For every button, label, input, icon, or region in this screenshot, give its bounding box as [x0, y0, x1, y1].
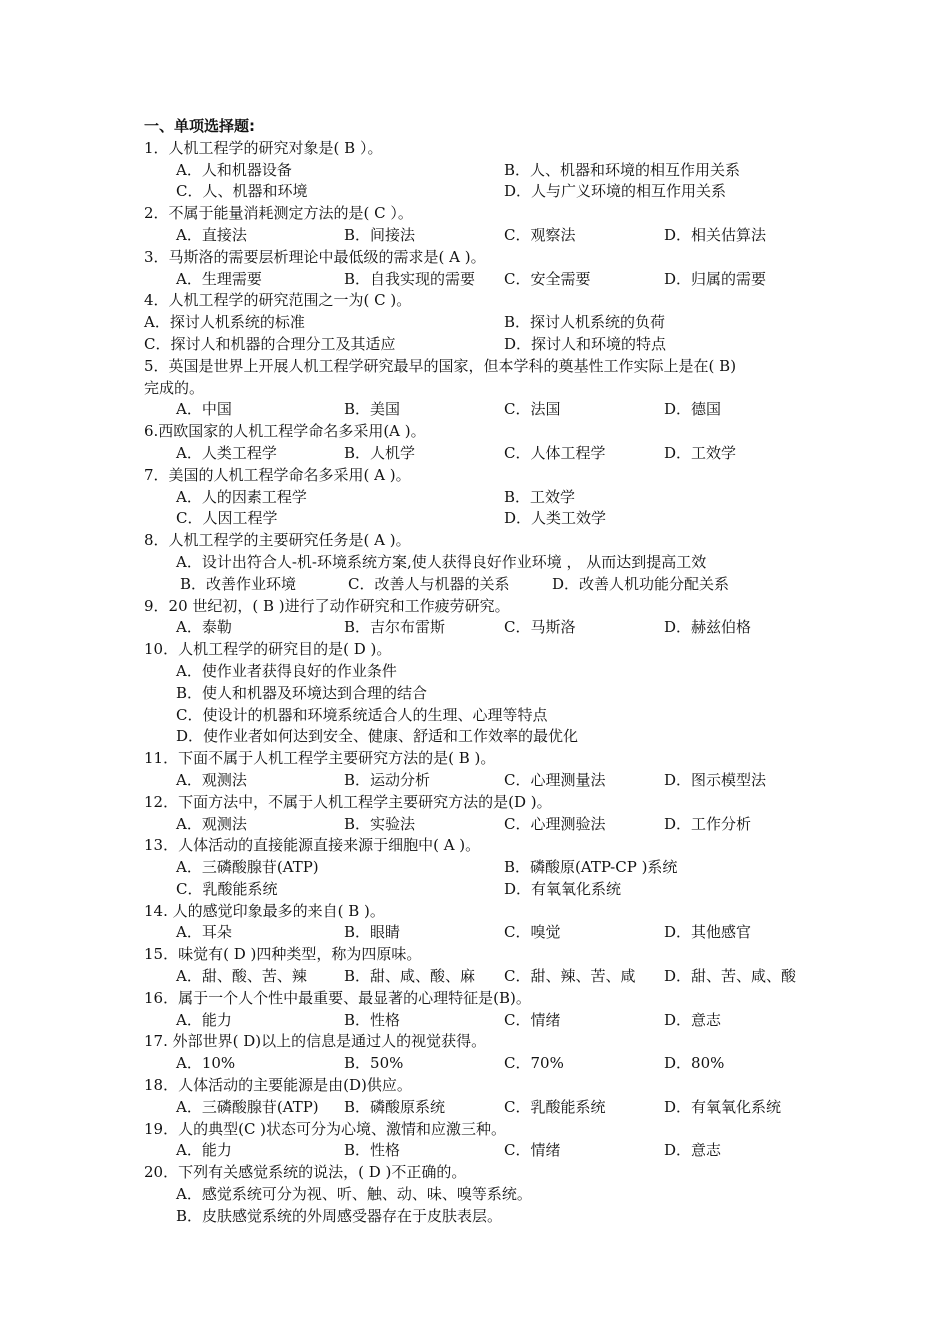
question-text: 17. 外部世界( D)以上的信息是通过人的视觉获得。	[144, 1032, 487, 1051]
option-line	[0, 1184, 950, 1206]
question-stem	[0, 1162, 950, 1184]
option-text: C．心理测验法	[504, 814, 606, 833]
question-text: 6.西欧国家的人机工程学命名多采用(A )。	[144, 422, 426, 441]
option-line	[0, 552, 950, 574]
option-text: B．实验法	[344, 814, 416, 833]
option-line	[0, 726, 950, 748]
option-text: B．吉尔布雷斯	[344, 618, 446, 637]
option-text: D．有氧氧化系统	[504, 879, 622, 898]
question-text: 5．英国是世界上开展人机工程学研究最早的国家，但本学科的奠基性工作实际上是在( B)	[144, 356, 737, 375]
option-text: B．磷酸原系统	[344, 1097, 446, 1116]
option-text: C．情绪	[504, 1141, 561, 1160]
option-text: D．德国	[664, 400, 722, 419]
option-text: A．中国	[176, 400, 232, 419]
question-text: 9．20 世纪初，( B )进行了动作研究和工作疲劳研究。	[144, 596, 510, 615]
option-text: C．马斯洛	[504, 618, 576, 637]
question-text: 20．下列有关感觉系统的说法，( D )不正确的。	[144, 1163, 467, 1182]
option-text: A．三磷酸腺苷(ATP)	[176, 858, 319, 877]
question-stem	[0, 901, 950, 923]
option-row	[0, 879, 950, 901]
option-row	[0, 1053, 950, 1075]
option-row	[0, 1140, 950, 1162]
option-text: A．人类工程学	[176, 443, 277, 462]
option-text: A．探讨人机系统的标准	[144, 313, 305, 332]
option-text: A．人的因素工程学	[176, 487, 307, 506]
question-text: 14. 人的感觉印象最多的来自( B )。	[144, 901, 385, 920]
question-stem	[0, 465, 950, 487]
question-text: 13．人体活动的直接能源直接来源于细胞中( A )。	[144, 836, 481, 855]
question-stem	[0, 748, 950, 770]
option-row	[0, 814, 950, 836]
exam-document	[0, 116, 950, 1228]
option-line	[0, 1206, 950, 1228]
section-title: 一、单项选择题:	[144, 117, 255, 135]
question-text: 完成的。	[144, 378, 205, 397]
option-text: B．甜、咸、酸、麻	[344, 967, 476, 986]
question-stem	[0, 1075, 950, 1097]
option-row	[0, 399, 950, 421]
option-row	[0, 269, 950, 291]
option-text: D．甜、苦、咸、酸	[664, 967, 797, 986]
option-row	[0, 770, 950, 792]
option-text: C．安全需要	[504, 269, 591, 288]
option-text: C．改善人与机器的关系	[348, 574, 510, 593]
option-text: D．工效学	[664, 443, 737, 462]
question-text: 2．不属于能量消耗测定方法的是( C ）。	[144, 204, 413, 223]
option-text: A．观测法	[176, 770, 247, 789]
option-text: A．直接法	[176, 225, 247, 244]
option-row	[0, 1097, 950, 1119]
option-text: A．三磷酸腺苷(ATP)	[176, 1097, 319, 1116]
option-line	[0, 705, 950, 727]
question-stem	[0, 596, 950, 618]
option-row	[0, 487, 950, 509]
option-text: D．使作业者如何达到安全、健康、舒适和工作效率的最优化	[176, 727, 579, 746]
question-stem	[0, 247, 950, 269]
option-text: B．50%	[344, 1054, 404, 1073]
question-text: 7．美国的人机工程学命名多采用( A )。	[144, 465, 411, 484]
option-row	[0, 574, 950, 596]
option-text: D．图示模型法	[664, 770, 767, 789]
option-text: B．间接法	[344, 225, 416, 244]
option-text: A．生理需要	[176, 269, 262, 288]
option-line	[0, 683, 950, 705]
option-text: A．甜、酸、苦、辣	[176, 967, 307, 986]
question-stem	[0, 639, 950, 661]
question-text: 18．人体活动的主要能源是由(D)供应。	[144, 1076, 412, 1095]
option-row	[0, 922, 950, 944]
option-text: A．观测法	[176, 814, 247, 833]
option-row	[0, 617, 950, 639]
question-text: 16．属于一个人个性中最重要、最显著的心理特征是(B)。	[144, 988, 531, 1007]
option-text: B．性格	[344, 1010, 401, 1029]
option-text: C．心理测量法	[504, 770, 606, 789]
question-text: 11．下面不属于人机工程学主要研究方法的是( B )。	[144, 749, 496, 768]
option-row	[0, 225, 950, 247]
question-text: 15．味觉有( D )四种类型，称为四原味。	[144, 945, 422, 964]
option-text: B．性格	[344, 1141, 401, 1160]
question-stem	[0, 1119, 950, 1141]
option-text: B．人机学	[344, 443, 416, 462]
option-text: D．人与广义环境的相互作用关系	[504, 182, 727, 201]
option-text: B．眼睛	[344, 923, 401, 942]
option-text: D．80%	[664, 1054, 725, 1073]
option-text: C．观察法	[504, 225, 576, 244]
question-text: 8．人机工程学的主要研究任务是( A )。	[144, 531, 411, 550]
option-line	[0, 661, 950, 683]
question-stem	[0, 356, 950, 378]
option-text: A．人和机器设备	[176, 160, 292, 179]
option-text: B．自我实现的需要	[344, 269, 476, 288]
option-row	[0, 334, 950, 356]
option-text: C．人、机器和环境	[176, 182, 308, 201]
option-text: A．感觉系统可分为视、听、触、动、味、嗅等系统。	[176, 1185, 532, 1204]
question-text: 3．马斯洛的需要层析理论中最低级的需求是( A )。	[144, 247, 486, 266]
question-stem	[0, 1031, 950, 1053]
question-text: 4．人机工程学的研究范围之一为( C )。	[144, 291, 412, 310]
option-text: D．探讨人和环境的特点	[504, 334, 667, 353]
question-stem	[0, 290, 950, 312]
option-text: D．意志	[664, 1141, 722, 1160]
option-text: D．归属的需要	[664, 269, 767, 288]
question-text: 19．人的典型(C )状态可分为心境、激情和应激三种。	[144, 1119, 507, 1138]
option-row	[0, 508, 950, 530]
option-text: D．有氧氧化系统	[664, 1097, 782, 1116]
option-text: C．人体工程学	[504, 443, 606, 462]
option-text: C．探讨人和机器的合理分工及其适应	[144, 334, 396, 353]
option-row	[0, 160, 950, 182]
option-text: A．泰勒	[176, 618, 232, 637]
option-row	[0, 1010, 950, 1032]
option-text: A．10%	[176, 1054, 236, 1073]
option-text: B．运动分析	[344, 770, 431, 789]
question-text: 1．人机工程学的研究对象是( B ）。	[144, 138, 383, 157]
question-stem	[0, 944, 950, 966]
option-text: A．使作业者获得良好的作业条件	[176, 661, 397, 680]
question-stem	[0, 792, 950, 814]
question-text: 12．下面方法中，不属于人机工程学主要研究方法的是(D )。	[144, 792, 552, 811]
option-text: B．工效学	[504, 487, 576, 506]
question-text: 10．人机工程学的研究目的是( D )。	[144, 640, 392, 659]
question-stem	[0, 421, 950, 443]
option-text: D．相关估算法	[664, 225, 767, 244]
option-text: A．能力	[176, 1010, 232, 1029]
option-text: A．设计出符合人-机-环境系统方案,使人获得良好作业环境 ， 从而达到提高工效	[176, 552, 707, 571]
option-text: B．探讨人机系统的负荷	[504, 313, 666, 332]
option-text: D．改善人机功能分配关系	[552, 574, 730, 593]
question-stem-continuation	[0, 378, 950, 400]
option-text: C．法国	[504, 400, 561, 419]
option-text: D．意志	[664, 1010, 722, 1029]
option-text: A．能力	[176, 1141, 232, 1160]
option-text: D．工作分析	[664, 814, 752, 833]
question-stem	[0, 988, 950, 1010]
question-stem	[0, 835, 950, 857]
option-text: C．情绪	[504, 1010, 561, 1029]
option-text: B．美国	[344, 400, 401, 419]
question-stem	[0, 203, 950, 225]
option-text: D．其他感官	[664, 923, 752, 942]
option-text: B．人、机器和环境的相互作用关系	[504, 160, 741, 179]
question-stem	[0, 530, 950, 552]
option-text: C．乳酸能系统	[504, 1097, 606, 1116]
option-text: C．人因工程学	[176, 509, 278, 528]
option-text: B．改善作业环境	[180, 574, 297, 593]
option-row	[0, 443, 950, 465]
option-text: A．耳朵	[176, 923, 232, 942]
option-text: B．磷酸原(ATP-CP )系统	[504, 858, 678, 877]
option-text: C．70%	[504, 1054, 564, 1073]
option-text: B．使人和机器及环境达到合理的结合	[176, 683, 428, 702]
question-stem	[0, 138, 950, 160]
option-text: C．嗅觉	[504, 923, 561, 942]
option-row	[0, 857, 950, 879]
option-text: D．人类工效学	[504, 509, 607, 528]
option-row	[0, 181, 950, 203]
option-text: C．乳酸能系统	[176, 879, 278, 898]
option-text: D．赫兹伯格	[664, 618, 752, 637]
option-row	[0, 312, 950, 334]
option-text: B．皮肤感觉系统的外周感受器存在于皮肤表层。	[176, 1206, 503, 1225]
option-text: C．使设计的机器和环境系统适合人的生理、心理等特点	[176, 705, 548, 724]
option-row	[0, 966, 950, 988]
option-text: C．甜、辣、苦、咸	[504, 967, 636, 986]
